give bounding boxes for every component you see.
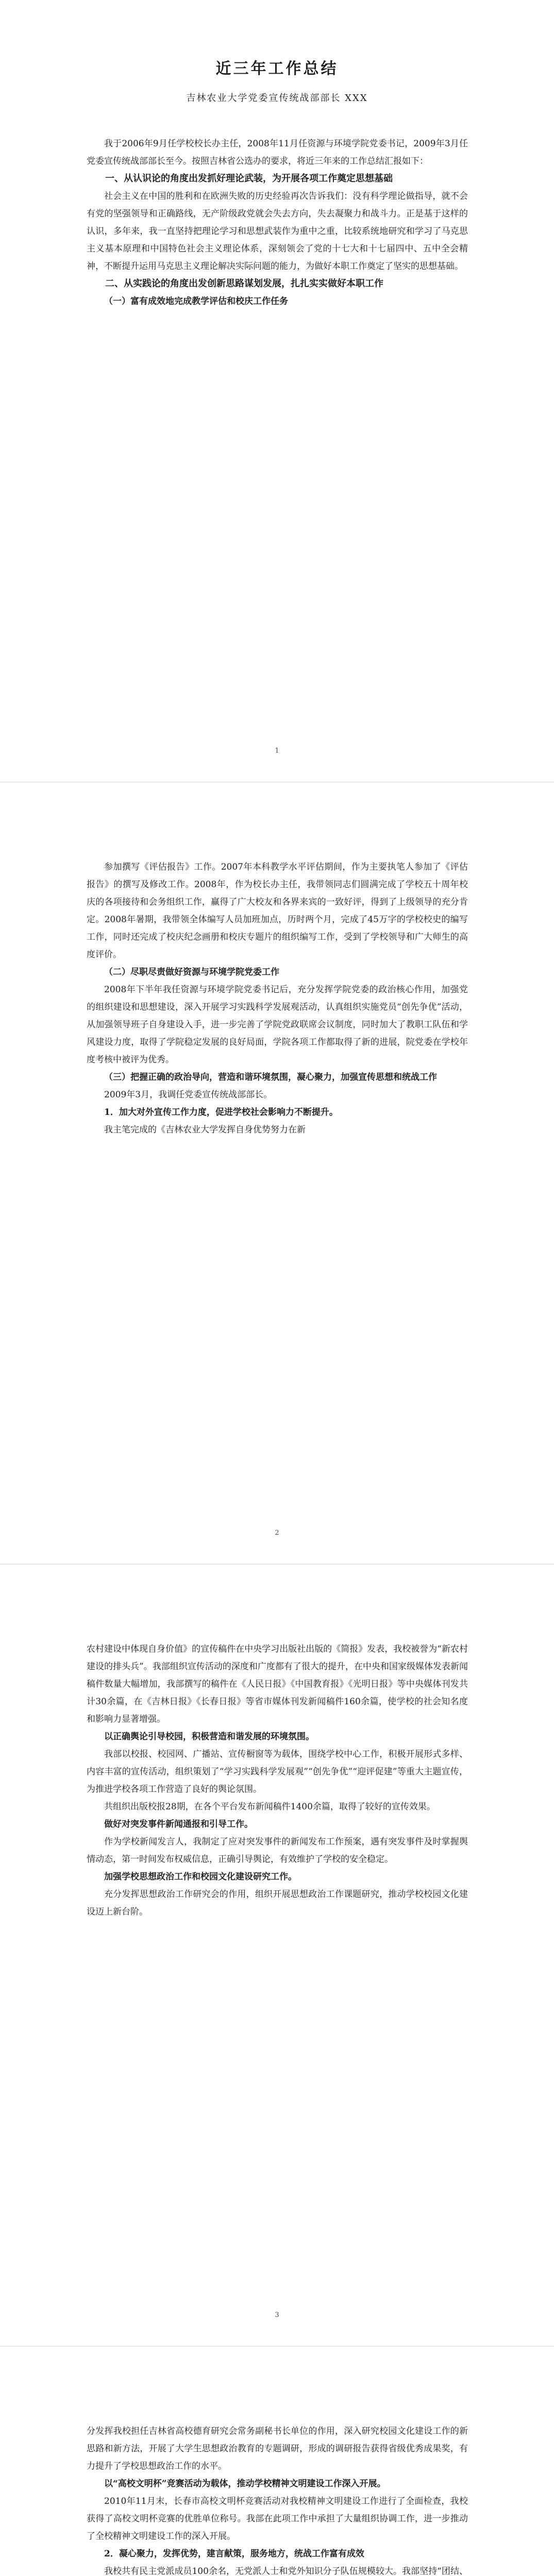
page-number: 3 [275,2311,279,2319]
section-heading: 一、从认识论的角度出发抓好理论武装，为开展各项工作奠定思想基础 [105,173,393,184]
paragraph: 共组织出版校报28期，在各个平台发布新闻稿件1400余篇，取得了较好的宣传效果。 [104,1802,435,1812]
paragraph: 社会主义在中国的胜利和在欧洲失败的历史经验再次告诉我们：没有科学理论做指导，就不会有党的坚强领导和正确路线，无产阶级政党就会失去方向，失去凝聚力和战斗力。正是基于这样的认识，多年来，我一直坚持把理论学习和思想武装作为重中之重，比较系统地研究和学习了马克思主义基本原理和中国特色社会主义理论体系，深刻领会了党的十七大和十七届四中、五中全会精神，不断提升运用马克思主义理论解决实际问题的能力，为做好本职工作奠定了坚实的思想基础。 [87,191,468,272]
paragraph: 我部以校报、校园网、广播站、宣传橱窗等为载体，围绕学校中心工作，积极开展形式多样、内容丰富的宣传活动，组织策划了“学习实践科学发展观”“创先争优”“迎评促建”等重大主题宣传，为推进学校各项工作营造了良好的舆论氛围。 [87,1749,468,1794]
page-number: 1 [275,747,279,755]
document-page [0,782,554,1564]
subsection-heading: （一）富有成效地完成教学评估和校庆工作任务 [104,296,288,307]
subsection-heading: 1．加大对外宣传工作力度，促进学校社会影响力不断提升。 [104,1107,338,1117]
document-page [0,1564,554,2346]
subsection-heading: （三）把握正确的政治导向，营造和谐环境氛围，凝心聚力，加强宣传思想和统战工作 [104,1072,437,1082]
subsection-heading: 以“高校文明杯”竞赛活动为载体，推动学校精神文明建设工作深入开展。 [104,2479,386,2489]
paragraph: 分发挥我校担任吉林省高校德育研究会常务副秘书长单位的作用，深入研究校园文化建设工作的新思路和新方法，开展了大学生思想政治教育的专题调研，形成的调研报告获得省级优秀成果奖，有力提升了学校思想政治工作的水平。 [87,2426,468,2471]
paragraph: 2009年3月，我调任党委宣传统战部部长。 [104,1090,273,1100]
paragraph: 农村建设中体现自身价值》的宣传稿件在中央学习出版社出版的《简报》发表，我校被誉为“新农村建设的排头兵”。我部组织宣传活动的深度和广度都有了很大的提升，在中央和国家级媒体发表新闻稿件数量大幅增加，我部撰写的稿件在《人民日报》《中国教育报》《光明日报》等中央媒体刊发共计30余篇，在《吉林日报》《长春日报》等省市媒体刊发新闻稿件160余篇，使学校的社会知名度和影响力显著增强。 [87,1644,468,1724]
paragraph: 参加撰写《评估报告》工作。2007年本科教学水平评估期间，作为主要执笔人参加了《评估报告》的撰写及修改工作。2008年，作为校长办主任，我带领同志们圆满完成了学校五十周年校庆的各项接待和会务组织工作，赢得了广大校友和各界来宾的一致好评，得到了上级领导的充分肯定。2008年暑期，我带领全体编写人员加班加点，历时两个月，完成了45万字的学校校史的编写工作，同时还完成了校庆纪念画册和校庆专题片的组织编写工作，受到了学校领导和广大师生的高度评价。 [87,862,468,960]
page-separator [0,782,554,783]
paragraph: 我校共有民主党派成员100余名，无党派人士和党外知识分子队伍规模较大。我部坚持“团结、 [104,2566,468,2576]
paragraph: 2008年下半年我任资源与环境学院党委书记后，充分发挥学院党委的政治核心作用，加强党的组织建设和思想建设，深入开展学习实践科学发展观活动，认真组织实施党员“创先争优”活动，从加强领导班子自身建设入手，进一步完善了学院党政联席会议制度，同时加大了教职工队伍和学风建设力度，取得了学院稳定发展的良好局面，学院各项工作都取得了新的进展，院党委在学校年度考核中被评为优秀。 [87,985,468,1065]
page-body [87,2422,468,2576]
section-heading: 二、从实践论的角度出发创新思路谋划发展，扎扎实实做好本职工作 [105,278,383,289]
paragraph: 充分发挥思想政治工作研究会的作用，组织开展思想政治工作课题研究，推动学校校园文化建设迈上新台阶。 [87,1889,468,1917]
document-title: 近三年工作总结 [215,60,339,78]
subsection-heading: 2．凝心聚力，发挥优势，建言献策，服务地方，统战工作富有成效 [104,2549,364,2559]
paragraph: 2010年11月末，长春市高校文明杯竞赛活动对我校精神文明建设工作进行了全面检查，我校获得了高校文明杯竞赛的优胜单位称号。我部在此项工作中承担了大量组织协调工作，进一步推动了全校精神文明建设工作的深入开展。 [87,2496,468,2541]
paragraph: 我于2006年9月任学校校长办主任，2008年11月任资源与环境学院党委书记，2009年3月任党委宣传统战部部长至今。按照吉林省公选办的要求，将近三年来的工作总结汇报如下： [87,139,468,166]
subsection-heading: 以正确舆论引导校园，积极营造和谐发展的环境氛围。 [104,1732,314,1742]
author-line: 吉林农业大学党委宣传统战部部长 XXX [186,93,368,104]
paragraph: 我主笔完成的《吉林农业大学发挥自身优势努力在新 [104,1125,306,1135]
subsection-heading: （二）尽职尽责做好资源与环境学院党委工作 [104,967,279,977]
page-number: 2 [275,1529,279,1537]
document-page [0,0,554,782]
page-body [87,858,468,1139]
page-separator [0,1564,554,1565]
page-body [87,135,468,310]
paragraph: 作为学校新闻发言人，我制定了应对突发事件的新闻发布工作预案，遇有突发事件及时掌握舆情动态，第一时间发布权威信息，正确引导舆论，有效维护了学校的安全稳定。 [87,1837,468,1865]
subsection-heading: 加强学校思想政治工作和校园文化建设研究工作。 [104,1872,297,1882]
subsection-heading: 做好对突发事件新闻通报和引导工作。 [104,1819,253,1829]
page-body [87,1640,468,1921]
document-page [0,2346,554,2576]
page-separator [0,2346,554,2347]
